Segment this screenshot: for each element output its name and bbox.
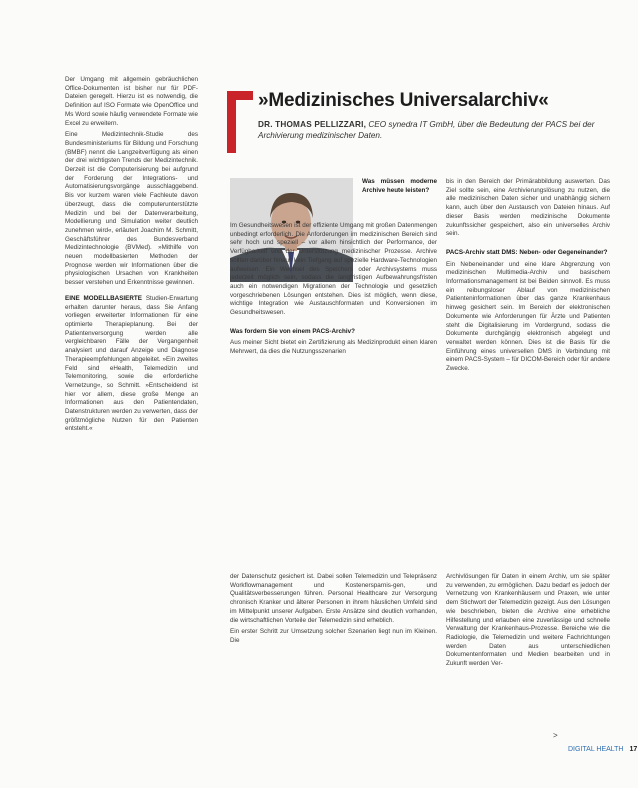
paragraph: Ein erster Schritt zur Umsetzung solcher Szenarien liegt nun im Kleinen. Die	[230, 628, 437, 644]
section-heading: EINE MODELLBASIERTE	[65, 294, 142, 302]
page-footer	[568, 746, 637, 753]
red-accent-bar	[227, 91, 236, 153]
article-title: »Medizinisches Universalarchiv«	[258, 90, 549, 111]
column-right	[446, 178, 610, 553]
answer-text: Im Gesundheitswesen ist der effiziente Umgang mit großen Datenmengen unbedingt erforderlich. Die Anforderungen im medizinischen Bereich sind sehr hoch und speziell – vor allem hinsichtlich der Performance, der Verfügbarkeit und der Unterstützung medizinischer Prozesse. Archive sollten darüber hinaus kein Tiefgang auf spezielle Hardware-Technologien aufweisen. Ein Wechsel des Speichers oder Archivsystems muss jederzeit möglich sein, sodass die langfristigen Aufbewahrungsfristen auch ein notwendigen Migrationen der Technologie und gesetzlich vorgeschriebenen Lösungen entstehen. Dies ist möglich, wenn diese, wichtige Integration wie Austauschformaten und Konversionen im Gesundheitswesen.	[230, 222, 437, 317]
page-number: 17	[629, 746, 638, 753]
interview-answer: Ein Nebeneinander und eine klare Abgrenzung von medizinischen Multimedia-Archiv und basischem Informationsmanagement ist bei Beiden sinnvoll. Es muss ein reibungsloser Ablauf von medizinischen Patienteninformationen über das ganze Krankenhaus hinweg gesichert sein. Im Bereich der elektronischen Dokumente wie Anforderungen für Ärzte und Patienten steht die Digitalisierung im Vordergrund, sodass die Dokumente durchgängig elektronisch abgelegt und verwaltet werden können. Dies ist die Basis für die Einführung eines universellen DMS in Verbindung mit einem PACS-System – für DICOM-Bereich oder für andere Zwecke.	[446, 260, 610, 373]
paragraph: der Datenschutz gesichert ist. Dabei sollen Telemedizin und Telepräsenz Workflowmanagement und Kostenersparnis-gen, und Qualitätsverbesserungen führen. Personal Healthcare zur Versorgung chronisch Kranker und älterer Personen in ihrem häuslichen Umfeld sind im Mittelpunkt unserer Aufgaben. Erste Ansätze sind deutlich vorhanden, die wirtschaftlichen Vorteile der Telemedizin sind erheblich.	[230, 573, 437, 624]
interview-answer	[230, 222, 437, 318]
paragraph: Archivlösungen für Daten in einem Archiv, um sie später zu verwenden, zu ermöglichen. Dazu bedarf es jedoch der Vernetzung von Krankenhäusern und Praxen, wie unter dem Stichwort der Telemedizin gezeigt. Aus den Lösungen wie beschrieben, bieten die Archive eine erhebliche Hilfestellung und erlauben eine zuverlässige und schnelle Verwaltung der Krankenhaus-Prozesse. Bereiche wie die Radiologie, die Telemedizin und weitere Fachrichtungen werden Daten aus unterschiedlichen Dokumentenformaten und Medien bearbeiten und in Zukunft werden Ver-	[446, 573, 610, 668]
author-name: DR. THOMAS PELLIZZARI,	[258, 120, 367, 129]
column-bottom-middle	[230, 573, 437, 743]
continue-arrow-icon: >	[553, 731, 558, 740]
article-deck	[258, 119, 603, 141]
interview-question: Was müssen moderne Archive heute leisten?	[362, 178, 437, 194]
paragraph: bis in den Bereich der Primärabbildung auswerten. Das Ziel sollte sein, eine Archivierungslösung zu nutzen, die alle medizinischen Daten sicher und unabhängig sichern kann, auch über den Austausch von Dateien hinaus. Auf dieser Basis werden medizinische Dokumente zukunftssicher gespeichert, also ein universelles Archiv sein.	[446, 178, 610, 238]
deck-text: CEO synedra IT GmbH, über die Bedeutung der PACS bei der Archivierung medizinischer Daten.	[258, 120, 595, 140]
column-bottom-right	[446, 573, 610, 743]
paragraph: Eine Medizintechnik-Studie des Bundesministeriums für Bildung und Forschung (BMBF) nennt die Langzeitverfügung als einen der drei wichtigsten Trends der Medizintechnik. Derzeit ist die Computerisierung bei aufgrund der Forderung der Integrations- und Automatisierungsvorgänge ausschlaggebend. Bis vor kurzem waren viele Fachleute davon überzeugt, dass die computerunterstützte Medizin und bei der Datenverarbeitung, Modellierung und Simulation weiter deutlich zunehmen wird«, erläutert Joachim M. Schmitt, Geschäftsführer des Bundesverband Medizintechnologie (BVMed). »Mithilfe von neuen modellbasierten Methoden der Prognose werden wir Informationen über die physiologischen Ursachen von Krankheiten besser verstehen und Erkenntnisse gewinnen.	[65, 131, 198, 287]
column-left	[65, 76, 198, 726]
paragraph: Studien-Erwartung erhalten darunter heraus, dass Sie Anfang vorliegen erweiterter Informationen für eine optimierte Therapieplanung. Bei der Patientenversorgung werden alle vergleichbaren Fälle der Vergangenheit analysiert und darauf Anzeige und Diagnose Therapieempfehlungen abgeleitet. »Ein zweites Feld sind eHealth, Telemedizin und Telemonitoring, sowie die erforderliche Vernetzung«, so Schmitt. »Entscheidend ist hier vor allem, diese große Menge an Informationen aus den Patientendaten, Datenstrukturen werden zu verwerten, dass der größtmögliche Nutzen für den Patienten entsteht.«	[65, 294, 198, 433]
red-accent-bar-top	[227, 91, 253, 100]
interview-answer: Aus meiner Sicht bietet ein Zertifizierung als Medizinprodukt einen klaren Mehrwert, da dies die Nutzungsszenarien	[230, 339, 437, 356]
paragraph: Der Umgang mit allgemein gebräuchlichen Office-Dokumenten ist bisher nur für PDF-Dateien geregelt. Hierzu ist es notwendig, die Definition auf ISO Formate wie OpenOffice und Ms Word sowie häufig verwendete Formate wie Excel zu erweitern.	[65, 76, 198, 127]
interview-question: PACS-Archiv statt DMS: Neben- oder Gegeneinander?	[446, 248, 608, 256]
column-middle	[230, 222, 437, 562]
subheading-inline	[65, 295, 198, 434]
interview-question: Was fordern Sie von einem PACS-Archiv?	[230, 327, 355, 335]
magazine-brand: DIGITAL HEALTH	[568, 746, 624, 753]
